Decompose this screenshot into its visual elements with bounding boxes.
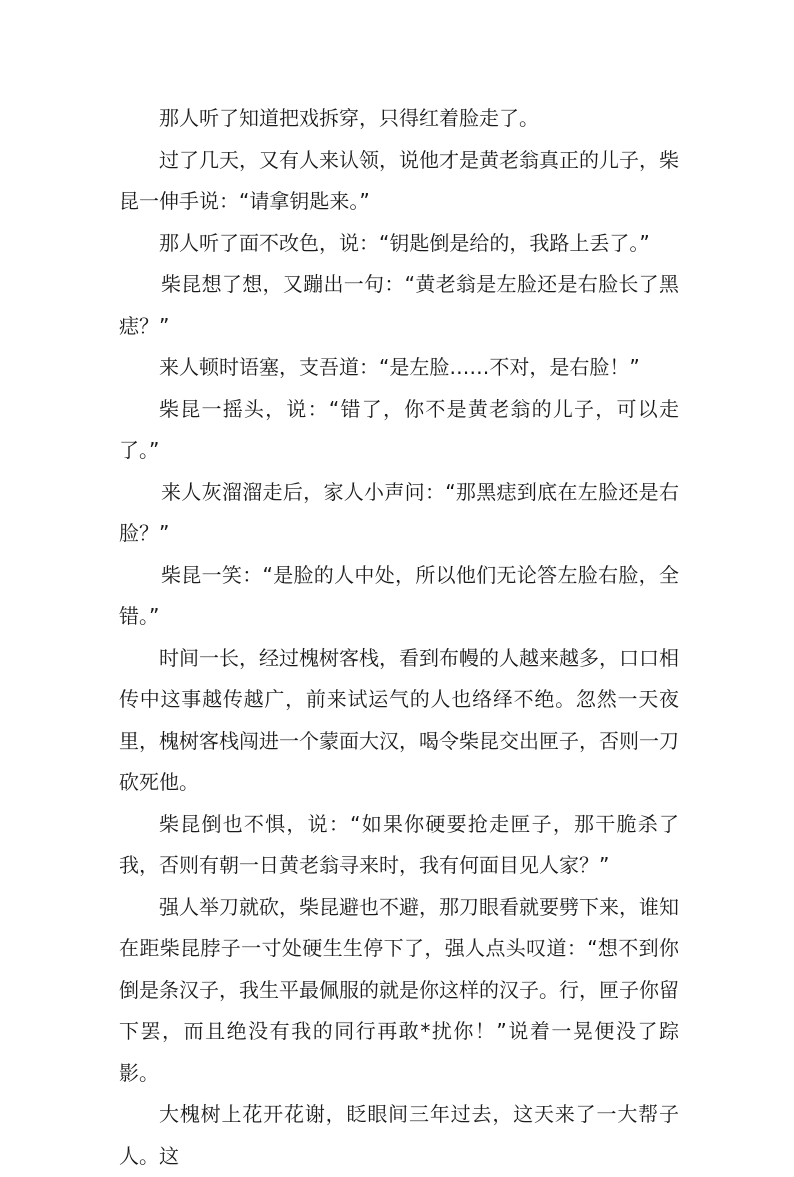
document-page <box>119 98 679 1177</box>
paragraph-2: 过了几天，又有人来认领，说他才是黄老翁真正的儿子，柴昆一伸手说：“请拿钥匙来。” <box>119 147 679 213</box>
paragraph-9: 时间一长，经过槐树客栈，看到布幔的人越来越多，口口相传中这事越传越广，前来试运气的人也络绎不绝。忽然一天夜里，槐树客栈闯进一个蒙面大汉，喝令柴昆交出匣子，否则一刀砍死他。 <box>119 645 679 794</box>
paragraph-1: 那人听了知道把戏拆穿，只得红着脸走了。 <box>159 106 539 130</box>
paragraph-10: 柴昆倒也不惧，说：“如果你硬要抢走匣子，那干脆杀了我，否则有朝一日黄老翁寻来时，我有何面目见人家？” <box>119 811 679 877</box>
paragraph-4: 柴昆想了想，又蹦出一句：“黄老翁是左脸还是右脸长了黑痣？” <box>119 272 679 338</box>
paragraph-3: 那人听了面不改色，说：“钥匙倒是给的，我路上丢了。” <box>159 230 650 255</box>
paragraph-7: 来人灰溜溜走后，家人小声问：“那黑痣到底在左脸还是右脸？” <box>119 479 679 545</box>
paragraph-11: 强人举刀就砍，柴昆避也不避，那刀眼看就要劈下来，谁知在距柴昆脖子一寸处硬生生停下了，强人点头叹道：“想不到你倒是条汉子，我生平最佩服的就是你这样的汉子。行，匣子你留下罢，而且绝没有我的同行再敢*扰你！”说着一晃便没了踪影。 <box>119 894 679 1085</box>
paragraph-5: 来人顿时语塞，支吾道：“是左脸……不对，是右脸！” <box>159 355 640 379</box>
paragraph-12: 大槐树上花开花谢，眨眼间三年过去，这天来了一大帮子人。这 <box>119 1102 679 1168</box>
paragraph-8: 柴昆一笑：“是脸的人中处，所以他们无论答左脸右脸，全错。” <box>119 562 679 628</box>
paragraph-6: 柴昆一摇头，说：“错了，你不是黄老翁的儿子，可以走了。” <box>119 396 679 462</box>
